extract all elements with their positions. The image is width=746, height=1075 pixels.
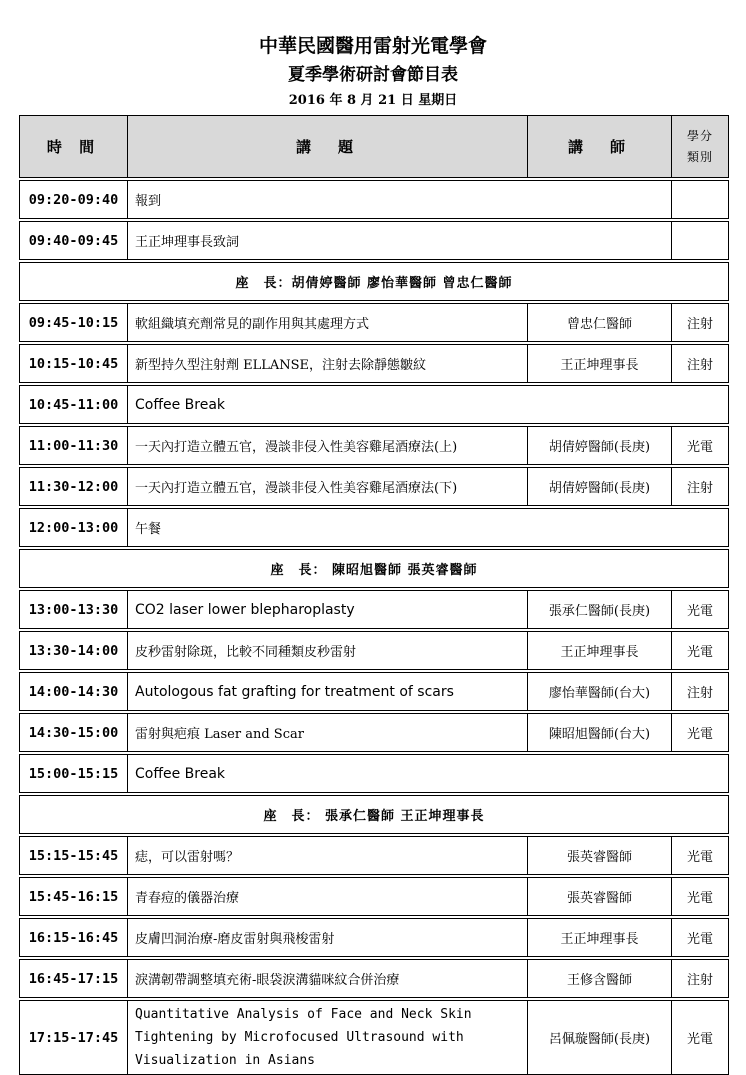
credit-category: 注射	[672, 468, 729, 506]
time-slot: 16:45-17:15	[20, 960, 128, 998]
topic: 報到	[128, 181, 672, 219]
session-chair: 座 長： 陳昭旭醫師 張英睿醫師	[20, 550, 729, 588]
header-credit-line1: 學分	[686, 128, 713, 143]
credit-category: 光電	[672, 837, 729, 875]
topic-line: Visualization in Asians	[135, 1053, 316, 1068]
credit-category: 注射	[672, 345, 729, 383]
credit-category: 光電	[672, 878, 729, 916]
credit-category: 光電	[672, 1001, 729, 1075]
schedule-row	[20, 345, 729, 383]
header-topic: 講 題	[128, 116, 528, 178]
credit-category: 光電	[672, 632, 729, 670]
schedule-body	[20, 178, 729, 1075]
time-slot: 12:00-13:00	[20, 509, 128, 547]
schedule-row	[20, 427, 729, 465]
topic: 王正坤理事長致詞	[128, 222, 672, 260]
speaker: 王正坤理事長	[528, 632, 672, 670]
topic: 新型持久型注射劑 ELLANSE，注射去除靜態皺紋	[128, 345, 528, 383]
schedule-row	[20, 222, 729, 260]
schedule-row	[20, 1001, 729, 1075]
topic: 青春痘的儀器治療	[128, 878, 528, 916]
credit-category: 光電	[672, 591, 729, 629]
session-chair-row	[20, 796, 729, 834]
time-slot: 17:15-17:45	[20, 1001, 128, 1075]
schedule-row	[20, 591, 729, 629]
topic: 軟組織填充劑常見的副作用與其處理方式	[128, 304, 528, 342]
topic-line: Quantitative Analysis of Face and Neck Skin	[135, 1007, 472, 1022]
speaker: 曾忠仁醫師	[528, 304, 672, 342]
table-header-row	[20, 116, 729, 178]
topic: Autologous fat grafting for treatment of scars	[128, 673, 528, 711]
speaker: 張英睿醫師	[528, 878, 672, 916]
schedule-row	[20, 509, 729, 547]
speaker: 王修含醫師	[528, 960, 672, 998]
time-slot: 11:00-11:30	[20, 427, 128, 465]
program-title: 夏季學術研討會節目表	[288, 65, 458, 85]
topic	[128, 1001, 528, 1075]
topic: Coffee Break	[128, 755, 729, 793]
time-slot: 14:30-15:00	[20, 714, 128, 752]
speaker: 王正坤理事長	[528, 345, 672, 383]
schedule-row	[20, 673, 729, 711]
topic-line: Tightening by Microfocused Ultrasound with	[135, 1030, 464, 1045]
time-slot: 09:45-10:15	[20, 304, 128, 342]
schedule-row	[20, 181, 729, 219]
topic: Coffee Break	[128, 386, 729, 424]
header-credit	[672, 116, 729, 178]
topic: 皮膚凹洞治療-磨皮雷射與飛梭雷射	[128, 919, 528, 957]
speaker: 張承仁醫師(長庚)	[528, 591, 672, 629]
credit-category: 光電	[672, 427, 729, 465]
time-slot: 16:15-16:45	[20, 919, 128, 957]
topic: 皮秒雷射除斑，比較不同種類皮秒雷射	[128, 632, 528, 670]
time-slot: 15:15-15:45	[20, 837, 128, 875]
credit-category: 光電	[672, 919, 729, 957]
schedule-row	[20, 714, 729, 752]
org-title: 中華民國醫用雷射光電學會	[258, 35, 487, 57]
time-slot: 15:00-15:15	[20, 755, 128, 793]
header-credit-line2: 類別	[686, 149, 713, 164]
time-slot: 09:20-09:40	[20, 181, 128, 219]
topic: CO2 laser lower blepharoplasty	[128, 591, 528, 629]
topic: 一天內打造立體五官，漫談非侵入性美容雞尾酒療法(上)	[128, 427, 528, 465]
time-slot: 09:40-09:45	[20, 222, 128, 260]
session-chair: 座 長： 張承仁醫師 王正坤理事長	[20, 796, 729, 834]
time-slot: 10:15-10:45	[20, 345, 128, 383]
credit-category: 光電	[672, 714, 729, 752]
credit-category: 注射	[672, 673, 729, 711]
credit-category: 注射	[672, 960, 729, 998]
speaker: 胡倩婷醫師(長庚)	[528, 427, 672, 465]
speaker: 廖怡華醫師(台大)	[528, 673, 672, 711]
session-chair-row	[20, 263, 729, 301]
schedule-row	[20, 468, 729, 506]
speaker: 陳昭旭醫師(台大)	[528, 714, 672, 752]
topic: 雷射與疤痕 Laser and Scar	[128, 714, 528, 752]
empty-credit-cell	[672, 181, 729, 219]
schedule-table	[19, 115, 729, 1075]
schedule-row	[20, 878, 729, 916]
time-slot: 14:00-14:30	[20, 673, 128, 711]
time-slot: 15:45-16:15	[20, 878, 128, 916]
topic: 淚溝韌帶調整填充術-眼袋淚溝貓咪紋合併治療	[128, 960, 528, 998]
session-chair: 座 長：胡倩婷醫師 廖怡華醫師 曾忠仁醫師	[20, 263, 729, 301]
time-slot: 13:00-13:30	[20, 591, 128, 629]
schedule-row	[20, 837, 729, 875]
speaker: 王正坤理事長	[528, 919, 672, 957]
speaker: 呂佩璇醫師(長庚)	[528, 1001, 672, 1075]
header-time: 時 間	[20, 116, 128, 178]
schedule-row	[20, 755, 729, 793]
time-slot: 13:30-14:00	[20, 632, 128, 670]
schedule-row	[20, 919, 729, 957]
empty-credit-cell	[672, 222, 729, 260]
schedule-row	[20, 960, 729, 998]
topic: 痣，可以雷射嗎？	[128, 837, 528, 875]
session-chair-row	[20, 550, 729, 588]
header-speaker: 講 師	[528, 116, 672, 178]
topic: 午餐	[128, 509, 729, 547]
speaker: 胡倩婷醫師(長庚)	[528, 468, 672, 506]
program-date: 2016 年 8 月 21 日 星期日	[288, 93, 458, 108]
time-slot: 11:30-12:00	[20, 468, 128, 506]
credit-category: 注射	[672, 304, 729, 342]
schedule-row	[20, 386, 729, 424]
time-slot: 10:45-11:00	[20, 386, 128, 424]
schedule-row	[20, 632, 729, 670]
speaker: 張英睿醫師	[528, 837, 672, 875]
schedule-row	[20, 304, 729, 342]
topic: 一天內打造立體五官，漫談非侵入性美容雞尾酒療法(下)	[128, 468, 528, 506]
